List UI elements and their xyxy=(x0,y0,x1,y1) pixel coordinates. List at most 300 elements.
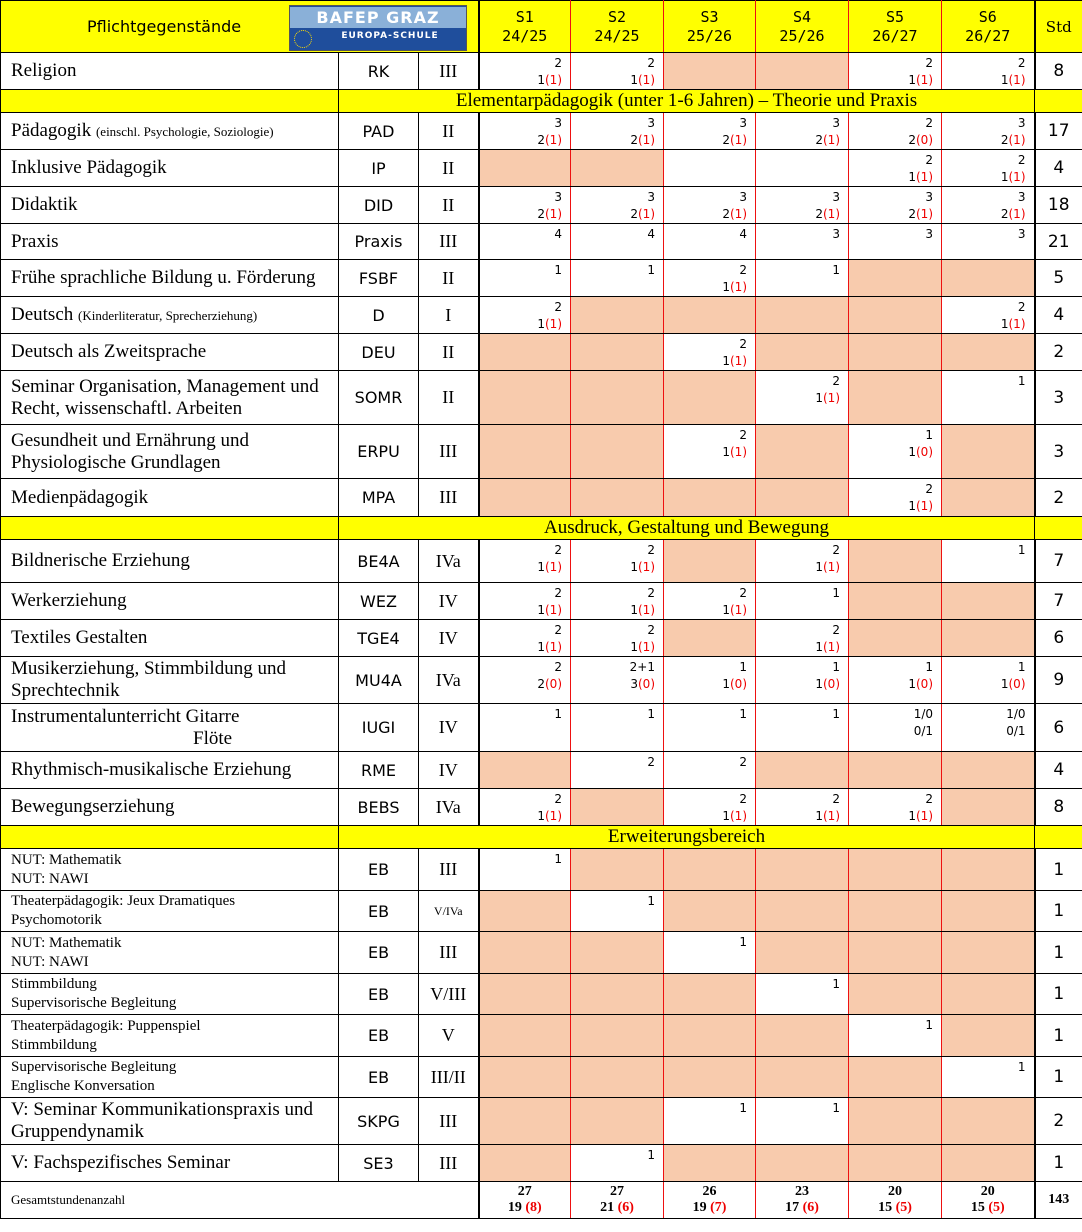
total-split xyxy=(480,1200,571,1216)
semester-cell xyxy=(664,371,756,425)
semester-cell xyxy=(571,113,664,150)
hours: 3 xyxy=(1017,190,1026,204)
subject-name xyxy=(1,752,339,789)
hours: 3 xyxy=(554,190,562,204)
subject-text: Theaterpädagogik: Puppenspiel xyxy=(11,1017,201,1034)
semester-cell xyxy=(756,849,849,891)
semester-cell xyxy=(849,479,942,517)
hours-class: 1 xyxy=(908,809,916,823)
semester-header: S6 26/27 xyxy=(942,1,1035,53)
semester-cell xyxy=(849,1145,942,1182)
semester-cell xyxy=(479,334,571,371)
hours-split xyxy=(480,559,563,576)
semester-cell xyxy=(849,849,942,891)
semester-cell xyxy=(571,187,664,224)
semester-cell xyxy=(664,224,756,260)
semester-cell xyxy=(849,1057,942,1098)
hours-group: (1) xyxy=(1008,207,1026,221)
hours-class: 2 xyxy=(815,133,823,147)
hours-split xyxy=(480,676,563,693)
hours-group: (1) xyxy=(730,207,747,221)
hours: 1 xyxy=(554,707,562,721)
subject-name xyxy=(1,1145,339,1182)
semester-cell xyxy=(571,1145,664,1182)
semester-cell xyxy=(756,113,849,150)
subject-text: NUT: Mathematik xyxy=(11,851,122,868)
total-group: (6) xyxy=(802,1200,819,1215)
hours-group: (1) xyxy=(1008,317,1026,331)
semester-header: S1 24/25 xyxy=(479,1,571,53)
hours-group: (1) xyxy=(638,560,655,574)
hours-split xyxy=(756,132,840,149)
header-title: Pflichtgegenstände xyxy=(87,17,242,36)
hours-class: 1 xyxy=(630,640,638,654)
hours: 4 xyxy=(647,227,655,241)
hours-split xyxy=(664,132,747,149)
total-hours: 9 xyxy=(1035,657,1082,704)
semester-cell xyxy=(756,53,849,90)
subject-name xyxy=(1,974,339,1015)
semester-cell xyxy=(756,752,849,789)
subject-code: TGE4 xyxy=(339,620,419,657)
subject-line-2: Stimmbildung xyxy=(11,1036,97,1053)
level: IV xyxy=(419,704,479,752)
semester-cell xyxy=(571,849,664,891)
semester-header: S3 25/26 xyxy=(664,1,756,53)
total-hours: 5 xyxy=(1035,260,1082,297)
semester-cell xyxy=(479,891,571,932)
semester-cell xyxy=(571,371,664,425)
semester-cell xyxy=(849,789,942,826)
semester-cell xyxy=(756,540,849,583)
subject-row xyxy=(1,974,1082,1015)
subject-code: EB xyxy=(339,1057,419,1098)
subject-text: Praxis xyxy=(11,230,59,252)
total-semester-cell xyxy=(571,1182,664,1219)
hours: 2 xyxy=(647,56,655,70)
hours: 1 xyxy=(739,1101,747,1115)
hours-split xyxy=(849,169,933,186)
hours: 3 xyxy=(832,227,840,241)
hours-group: (1) xyxy=(823,809,840,823)
hours: 2 xyxy=(1017,300,1026,314)
subject-code: SKPG xyxy=(339,1098,419,1145)
section-spacer xyxy=(1,517,339,540)
semester-cell xyxy=(479,789,571,826)
subject-name xyxy=(1,334,339,371)
total-hours: 3 xyxy=(1035,371,1082,425)
total-hours: 21 xyxy=(1035,224,1082,260)
semester-cell xyxy=(479,540,571,583)
hours-split xyxy=(571,639,655,656)
hours-class: 1 xyxy=(722,354,730,368)
subject-line xyxy=(11,1017,338,1036)
semester-cell xyxy=(664,849,756,891)
hours-class: 2 xyxy=(537,207,545,221)
semester-cell xyxy=(479,974,571,1015)
level: II xyxy=(419,260,479,297)
total-class: 21 xyxy=(600,1200,615,1215)
hours-split xyxy=(756,808,840,825)
hours-class: 1 xyxy=(1000,317,1009,331)
subject-text: Pädagogik xyxy=(11,119,92,141)
semester-cell xyxy=(849,583,942,620)
subject-name xyxy=(1,932,339,974)
semester-cell xyxy=(664,1015,756,1057)
hours-class: 2 xyxy=(908,207,916,221)
logo-subtitle: EUROPA-SCHULE xyxy=(341,31,439,41)
semester-cell xyxy=(756,260,849,297)
semester-cell xyxy=(849,1015,942,1057)
hours: 3 xyxy=(647,116,655,130)
subject-row xyxy=(1,1098,1082,1145)
total-group: (6) xyxy=(617,1200,634,1215)
hours-split xyxy=(664,676,747,693)
semester-cell xyxy=(664,113,756,150)
hours-group: (0) xyxy=(916,677,933,691)
semester-cell xyxy=(849,113,942,150)
total-group: (5) xyxy=(988,1200,1005,1215)
subject-name xyxy=(1,1098,339,1145)
semester-cell xyxy=(756,1057,849,1098)
subject-code: ERPU xyxy=(339,425,419,479)
hours-class: 3 xyxy=(630,677,638,691)
hours-split xyxy=(571,132,655,149)
hours: 3 xyxy=(1017,116,1026,130)
hours: 2+1 xyxy=(629,660,655,674)
hours: 4 xyxy=(554,227,562,241)
semester-cell xyxy=(571,620,664,657)
semester-cell xyxy=(849,187,942,224)
semester-cell xyxy=(849,752,942,789)
hours-group: (1) xyxy=(545,809,562,823)
subject-text: V: Fachspezifisches Seminar xyxy=(11,1152,231,1173)
hours: 1 xyxy=(647,894,655,908)
hours: 1 xyxy=(832,586,840,600)
subject-line-2: Physiologische Grundlagen xyxy=(11,451,221,473)
hours-group: (1) xyxy=(730,603,747,617)
semester-cell xyxy=(849,334,942,371)
subject-row xyxy=(1,479,1082,517)
hours-group: (1) xyxy=(916,73,933,87)
semester-cell xyxy=(942,334,1035,371)
semester-cell xyxy=(571,53,664,90)
grand-total: 143 xyxy=(1035,1182,1082,1219)
hours-group: (0) xyxy=(638,677,655,691)
semester-cell xyxy=(942,297,1035,334)
hours-split xyxy=(571,676,655,693)
semester-cell xyxy=(479,297,571,334)
hours-split xyxy=(756,639,840,656)
hours-class: 1 xyxy=(537,73,545,87)
semester-cell xyxy=(756,704,849,752)
total-hours: 8 xyxy=(1035,53,1082,90)
semester-cell xyxy=(756,1098,849,1145)
hours-group: (1) xyxy=(730,809,747,823)
semester-cell xyxy=(849,224,942,260)
total-hours: 1 xyxy=(1035,1015,1082,1057)
semester-cell xyxy=(479,704,571,752)
hours: 3 xyxy=(925,227,933,241)
hours-split xyxy=(942,72,1026,89)
semester-cell xyxy=(942,932,1035,974)
semester-cell xyxy=(664,53,756,90)
hours: 2 xyxy=(1017,153,1026,167)
semester-cell xyxy=(756,620,849,657)
semester-cell xyxy=(849,540,942,583)
semester-cell xyxy=(756,932,849,974)
hours: 1 xyxy=(832,1101,840,1115)
hours-group: (1) xyxy=(545,560,562,574)
hours-class: 1 xyxy=(815,809,823,823)
subject-line-2: Recht, wissenschaftl. Arbeiten xyxy=(11,397,243,419)
hours-class: 1 xyxy=(1000,170,1009,184)
level: V/IVa xyxy=(419,891,479,932)
subject-code: SOMR xyxy=(339,371,419,425)
semester-header: S4 25/26 xyxy=(756,1,849,53)
hours-split xyxy=(849,676,933,693)
semester-cell xyxy=(849,704,942,752)
semester-cell xyxy=(942,1057,1035,1098)
hours-class: 2 xyxy=(815,207,823,221)
hours-split xyxy=(664,808,747,825)
subject-name xyxy=(1,150,339,187)
subject-line xyxy=(11,1099,338,1121)
subject-code: SE3 xyxy=(339,1145,419,1182)
semester-header: S2 24/25 xyxy=(571,1,664,53)
level: II xyxy=(419,187,479,224)
hours-group: (1) xyxy=(545,73,562,87)
semester-cell xyxy=(479,1145,571,1182)
subject-line xyxy=(11,796,338,818)
hours: 1 xyxy=(739,660,747,674)
subject-code: IP xyxy=(339,150,419,187)
total-hours: 20 xyxy=(888,1184,902,1199)
semester-cell xyxy=(942,1098,1035,1145)
semester-cell xyxy=(942,53,1035,90)
total-hours: 6 xyxy=(1035,704,1082,752)
semester-cell xyxy=(479,657,571,704)
hours: 2 xyxy=(647,543,655,557)
subject-name xyxy=(1,1015,339,1057)
level: II xyxy=(419,150,479,187)
subject-line-2: NUT: NAWI xyxy=(11,953,89,970)
hours-group: (1) xyxy=(638,73,655,87)
semester-cell xyxy=(664,752,756,789)
total-hours: 6 xyxy=(1035,620,1082,657)
subject-line xyxy=(11,194,338,216)
hours-split xyxy=(756,206,840,223)
semester-cell xyxy=(479,187,571,224)
hours-group: (1) xyxy=(545,317,562,331)
subject-name xyxy=(1,479,339,517)
level: III/II xyxy=(419,1057,479,1098)
hours-split xyxy=(942,132,1026,149)
subject-name xyxy=(1,704,339,752)
semester-cell xyxy=(571,260,664,297)
hours-class: 1 xyxy=(908,73,916,87)
semester-cell xyxy=(571,932,664,974)
semester-cell xyxy=(571,334,664,371)
hours: 1 xyxy=(925,1018,933,1032)
total-semester-cell xyxy=(479,1182,571,1219)
semester-cell xyxy=(479,849,571,891)
level: II xyxy=(419,371,479,425)
hours: 1/0 xyxy=(913,707,933,721)
subject-line xyxy=(11,376,338,398)
semester-cell xyxy=(479,371,571,425)
subject-name xyxy=(1,53,339,90)
hours-split xyxy=(849,444,933,461)
hours: 2 xyxy=(739,792,747,806)
subject-line xyxy=(11,851,338,870)
total-hours: 7 xyxy=(1035,583,1082,620)
semester-cell xyxy=(479,1015,571,1057)
subject-row xyxy=(1,657,1082,704)
section-spacer xyxy=(1035,826,1082,849)
hours: 2 xyxy=(554,586,562,600)
semester-header: S5 26/27 xyxy=(849,1,942,53)
hours-group: (1) xyxy=(638,133,655,147)
subject-row xyxy=(1,583,1082,620)
hours-group: (1) xyxy=(730,354,747,368)
level: IVa xyxy=(419,657,479,704)
hours: 3 xyxy=(647,190,655,204)
semester-cell xyxy=(571,224,664,260)
semester-cell xyxy=(849,891,942,932)
semester-cell xyxy=(849,53,942,90)
semester-cell xyxy=(942,540,1035,583)
hours-split xyxy=(480,808,563,825)
semester-cell xyxy=(571,891,664,932)
hours-class: 2 xyxy=(630,207,638,221)
hours-split xyxy=(756,676,840,693)
hours: 2 xyxy=(739,428,747,442)
hours-class: 1 xyxy=(537,809,545,823)
subject-code: BEBS xyxy=(339,789,419,826)
hours-group: (1) xyxy=(638,603,655,617)
hours-group: (1) xyxy=(1008,133,1026,147)
hours: 2 xyxy=(739,755,747,769)
total-semester-cell xyxy=(849,1182,942,1219)
level: IV xyxy=(419,752,479,789)
semester-cell xyxy=(849,371,942,425)
hours: 2 xyxy=(832,623,840,637)
hours-class: 1 xyxy=(908,445,916,459)
section-spacer xyxy=(1035,90,1082,113)
subject-row xyxy=(1,1145,1082,1182)
hours-group: (0) xyxy=(823,677,840,691)
hours: 1 xyxy=(739,707,747,721)
semester-cell xyxy=(942,260,1035,297)
subject-row xyxy=(1,297,1082,334)
semester-cell xyxy=(942,1145,1035,1182)
hours-class: 2 xyxy=(630,133,638,147)
total-hours: 27 xyxy=(517,1184,532,1199)
subject-line xyxy=(11,430,338,452)
hours-split: 0/1 xyxy=(913,724,933,738)
semester-cell xyxy=(942,479,1035,517)
hours: 2 xyxy=(554,300,562,314)
hours-class: 1 xyxy=(1000,677,1009,691)
total-class: 19 xyxy=(507,1200,522,1215)
semester-cell xyxy=(571,479,664,517)
hours: 2 xyxy=(925,792,933,806)
total-hours: 4 xyxy=(1035,752,1082,789)
subject-row xyxy=(1,1015,1082,1057)
subject-code: EB xyxy=(339,932,419,974)
total-hours: 4 xyxy=(1035,297,1082,334)
semester-cell xyxy=(849,620,942,657)
total-class: 15 xyxy=(878,1200,893,1215)
subject-code: EB xyxy=(339,974,419,1015)
semester-cell xyxy=(479,260,571,297)
total-hours: 3 xyxy=(1035,425,1082,479)
hours-split xyxy=(664,279,747,296)
semester-cell xyxy=(571,425,664,479)
semester-cell xyxy=(756,371,849,425)
total-group: (8) xyxy=(525,1200,542,1215)
subject-line-2: Sprechtechnik xyxy=(11,680,120,701)
hours: 4 xyxy=(739,227,747,241)
subject-code: EB xyxy=(339,1015,419,1057)
semester-cell xyxy=(664,583,756,620)
semester-cell xyxy=(571,540,664,583)
semester-cell xyxy=(849,974,942,1015)
semester-cell xyxy=(756,891,849,932)
semester-cell xyxy=(479,620,571,657)
level: V/III xyxy=(419,974,479,1015)
hours-class: 2 xyxy=(908,133,916,147)
hours-split xyxy=(849,132,933,149)
hours: 1 xyxy=(647,707,655,721)
subject-row xyxy=(1,53,1082,90)
subject-row xyxy=(1,260,1082,297)
hours-split xyxy=(664,602,747,619)
subject-code: DID xyxy=(339,187,419,224)
hours: 1 xyxy=(554,852,562,866)
semester-cell xyxy=(942,150,1035,187)
std-header: Std xyxy=(1035,1,1082,53)
total-hours: 1 xyxy=(1035,1057,1082,1098)
total-hours: 1 xyxy=(1035,932,1082,974)
subject-code: FSBF xyxy=(339,260,419,297)
hours-class: 2 xyxy=(1000,133,1009,147)
semester-cell xyxy=(849,657,942,704)
semester-cell xyxy=(479,1098,571,1145)
hours-split xyxy=(480,132,563,149)
level: III xyxy=(419,479,479,517)
subject-text: Didaktik xyxy=(11,194,78,215)
subject-line-2: Flöte xyxy=(193,727,233,749)
total-split xyxy=(571,1200,663,1216)
subject-line xyxy=(11,627,338,649)
hours-class: 2 xyxy=(537,677,545,691)
semester-cell xyxy=(756,583,849,620)
hours: 2 xyxy=(647,586,655,600)
subject-line xyxy=(11,341,338,363)
semester-cell xyxy=(479,53,571,90)
semester-cell xyxy=(849,260,942,297)
subject-line xyxy=(11,892,338,911)
hours-split xyxy=(849,808,933,825)
total-group: (5) xyxy=(895,1200,912,1215)
hours: 1 xyxy=(739,935,747,949)
hours: 2 xyxy=(554,56,562,70)
semester-cell xyxy=(479,479,571,517)
subject-code: RK xyxy=(339,53,419,90)
subject-row xyxy=(1,789,1082,826)
